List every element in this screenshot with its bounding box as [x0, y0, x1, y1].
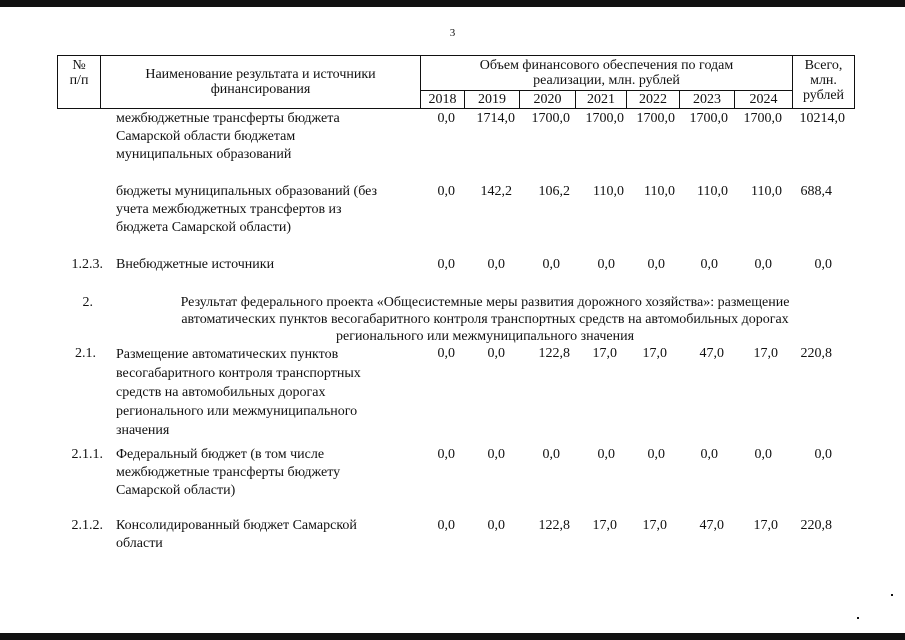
row-name: Размещение автоматических пунктов весогабаритного контроля транспортных средств на автомобильных дорогах регионального или межмуниципального значения: [116, 347, 361, 438]
row-value: 0,0: [437, 346, 455, 361]
row-value: 0,0: [754, 447, 772, 462]
header-year: 2019: [478, 92, 506, 107]
row-value: 106,2: [538, 184, 570, 199]
header-col-funding: Объем финансового обеспечения по годам реализации, млн. рублей: [479, 58, 734, 88]
row-value: 0,0: [437, 447, 455, 462]
header-year: 2020: [533, 92, 562, 107]
row-total: 0,0: [814, 447, 832, 462]
table-header: [57, 55, 855, 109]
header-col-name: Наименование результата и источники финансирования: [145, 67, 376, 97]
row-value: 142,2: [480, 184, 512, 199]
scan-speck: [857, 617, 859, 619]
row-value: 1700,0: [531, 111, 570, 126]
header-col-total: Всего, млн. рублей: [802, 58, 845, 103]
row-number: 2.1.1.: [71, 447, 103, 462]
row-total: 220,8: [800, 346, 832, 361]
row-value: 0,0: [542, 257, 560, 272]
row-name: Федеральный бюджет (в том числе межбюджетные трансферты бюджету Самарской области): [116, 447, 341, 498]
row-value: 0,0: [647, 447, 665, 462]
row-value: 1700,0: [585, 111, 624, 126]
row-value: 0,0: [437, 257, 455, 272]
scan-speck: [891, 594, 893, 596]
page-number: 3: [449, 27, 456, 39]
row-value: 0,0: [754, 257, 772, 272]
header-col-no: № п/п: [69, 58, 89, 88]
row-value: 0,0: [437, 518, 455, 533]
row-value: 110,0: [644, 184, 675, 199]
row-value: 0,0: [597, 447, 615, 462]
row-name: Внебюджетные источники: [116, 257, 275, 272]
header-year: 2018: [428, 92, 457, 107]
row-value: 122,8: [538, 518, 570, 533]
row-value: 110,0: [593, 184, 624, 199]
row-value: 1700,0: [743, 111, 782, 126]
row-number: 2.1.2.: [71, 518, 103, 533]
row-value: 17,0: [592, 518, 617, 533]
row-value: 110,0: [697, 184, 728, 199]
row-value: 0,0: [437, 111, 455, 126]
scan-border-bottom: [0, 633, 905, 640]
row-value: 0,0: [487, 346, 505, 361]
row-value: 1700,0: [636, 111, 675, 126]
row-value: 17,0: [592, 346, 617, 361]
row-value: 47,0: [699, 518, 724, 533]
row-value: 0,0: [700, 447, 718, 462]
row-value: 0,0: [487, 518, 505, 533]
row-value: 0,0: [487, 447, 505, 462]
row-total: 10214,0: [799, 111, 845, 126]
row-value: 1700,0: [689, 111, 728, 126]
row-name: межбюджетные трансферты бюджета Самарской области бюджетам муниципальных образований: [116, 111, 340, 162]
row-value: 110,0: [751, 184, 782, 199]
row-number: 1.2.3.: [71, 257, 103, 272]
scan-border-top: [0, 0, 905, 7]
row-value: 1714,0: [476, 111, 515, 126]
section-number: 2.: [82, 295, 93, 310]
row-value: 17,0: [642, 518, 667, 533]
row-total: 220,8: [800, 518, 832, 533]
row-total: 688,4: [800, 184, 832, 199]
row-value: 0,0: [700, 257, 718, 272]
row-total: 0,0: [814, 257, 832, 272]
row-value: 17,0: [642, 346, 667, 361]
header-year: 2022: [639, 92, 667, 107]
row-value: 0,0: [597, 257, 615, 272]
row-value: 0,0: [647, 257, 665, 272]
row-value: 0,0: [542, 447, 560, 462]
row-name: бюджеты муниципальных образований (без учета межбюджетных трансфертов из бюджета Самарской области): [116, 184, 378, 235]
header-year: 2021: [587, 92, 615, 107]
row-value: 17,0: [753, 346, 778, 361]
header-year: 2023: [693, 92, 721, 107]
row-name: Консолидированный бюджет Самарской области: [116, 518, 357, 551]
row-value: 47,0: [699, 346, 724, 361]
row-number: 2.1.: [75, 346, 96, 361]
row-value: 17,0: [753, 518, 778, 533]
row-value: 0,0: [487, 257, 505, 272]
row-value: 0,0: [437, 184, 455, 199]
section-title: Результат федерального проекта «Общесистемные меры развития дорожного хозяйства»: размещение автоматических пунктов весогабаритного контроля транспортных средств на автомобильных дорогах регионального или межмуниципального значения: [180, 295, 790, 344]
header-year: 2024: [749, 92, 778, 107]
row-value: 122,8: [538, 346, 570, 361]
